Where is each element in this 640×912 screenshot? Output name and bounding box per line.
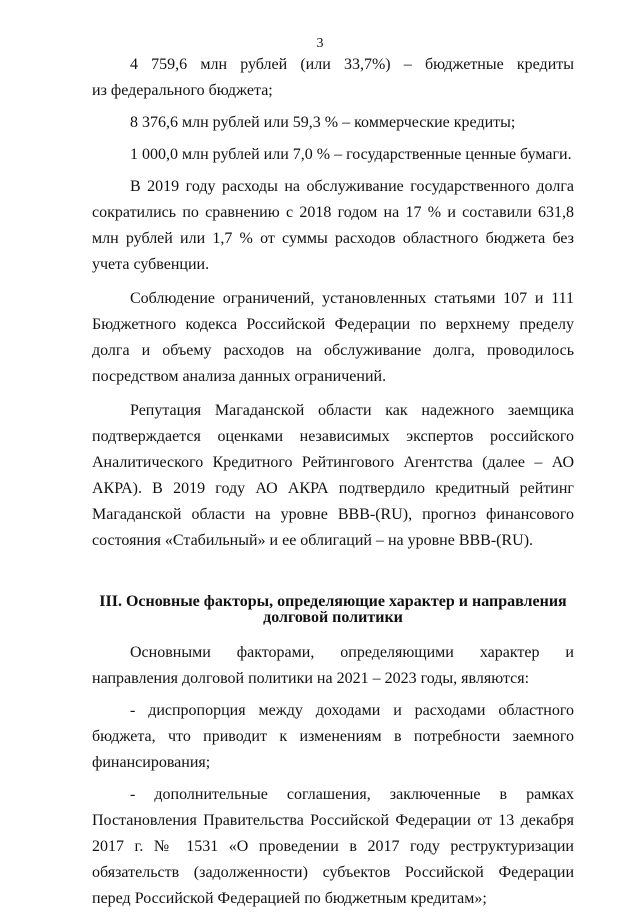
section-heading-line1: III. Основные факторы, определяющие характер и направления bbox=[99, 593, 567, 610]
factor-item: - диспропорция между доходами и расходами областного бюджета, что приводит к изменениям в потребности заемного финансирования; bbox=[92, 702, 574, 771]
section-heading-line2: долговой политики bbox=[263, 609, 403, 626]
budget-credits-line: 4 759,6 млн рублей (или 33,7%) – бюджетные кредиты bbox=[130, 56, 574, 73]
commercial-credits-line: 8 376,6 млн рублей или 59,3 % – коммерческие кредиты; bbox=[130, 114, 516, 131]
factor-item: - дополнительные соглашения, заключенные в рамках Постановления Правительства Российской Федерации от 13 декабря 2017 г. № 1531 «О проведении в 2017 году реструктуризации обязательств (задолженности) субъектов Российской Федерации перед Российской Федерацией по бюджетным кредитам»; bbox=[92, 786, 574, 907]
page-number: 3 bbox=[316, 36, 324, 51]
reputation-paragraph: Репутация Магаданской области как надежного заемщика подтверждается оценками независимых экспертов российского Аналитического Кредитного Рейтингового Агентства (далее – АО АКРА). В 2019 году АО АКРА подтвердило кредитный рейтинг Магаданской области на уровне BBB-(RU), прогноз финансового состояния «Стабильный» и ее облигаций – на уровне BBB-(RU). bbox=[92, 402, 574, 549]
section-heading bbox=[92, 594, 574, 626]
document-body bbox=[92, 52, 574, 912]
compliance-paragraph: Соблюдение ограничений, установленных статьями 107 и 111 Бюджетного кодекса Российской Федерации по верхнему пределу долга и объему расходов на обслуживание долга, проводилось посредством анализа данных ограничений. bbox=[92, 290, 574, 385]
securities-line: 1 000,0 млн рублей или 7,0 % – государственные ценные бумаги. bbox=[130, 146, 572, 163]
debt-service-paragraph: В 2019 году расходы на обслуживание государственного долга сократились по сравнению с 2018 годом на 17 % и составили 631,8 млн рублей или 1,7 % от суммы расходов областного бюджета без учета субвенции. bbox=[92, 178, 574, 273]
factors-intro-paragraph: Основными факторами, определяющими характер и направления долговой политики на 2021 – 2023 годы, являются: bbox=[92, 644, 574, 687]
budget-credits-line-cont: из федерального бюджета; bbox=[92, 82, 273, 99]
